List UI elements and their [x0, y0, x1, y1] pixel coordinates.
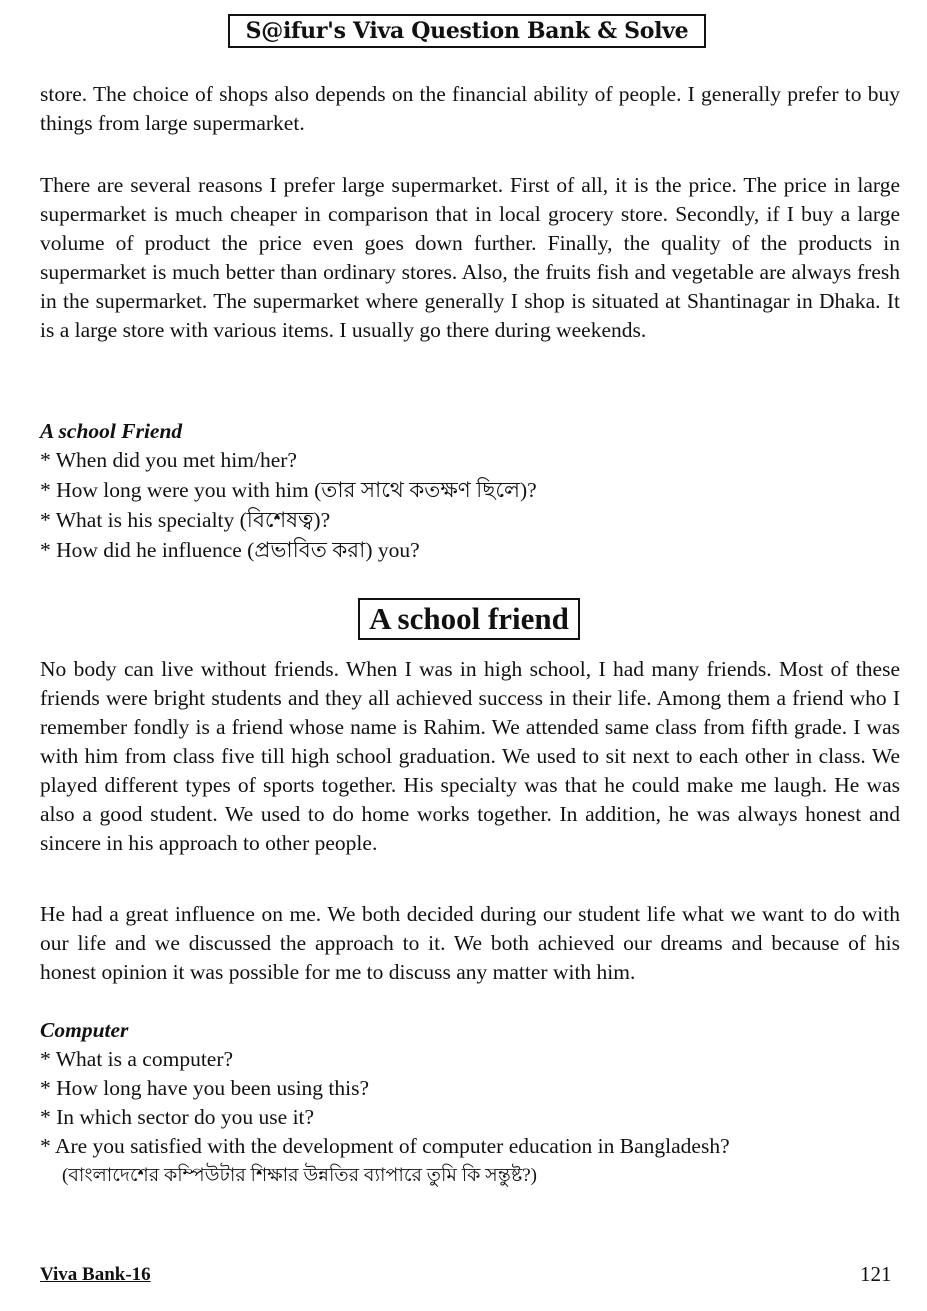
school-friend-questions — [40, 417, 900, 565]
question-item: * How did he influence (প্রভাবিত করা) you? — [40, 538, 420, 562]
page-header-title: S@ifur's Viva Question Bank & Solve — [228, 14, 706, 48]
question-item: * How long have you been using this? — [40, 1076, 370, 1100]
essay-title: A school friend — [358, 598, 580, 640]
question-item: * In which sector do you use it? — [40, 1105, 315, 1129]
computer-heading: Computer — [40, 1018, 129, 1042]
intro-paragraph-1: store. The choice of shops also depends on the financial ability of people. I generally prefer to buy things from large supermarket. — [40, 82, 900, 135]
question-item: * What is his specialty (বিশেষত্ব)? — [40, 508, 331, 532]
bangla-note: (বাংলাদেশের কম্পিউটার শিক্ষার উন্নতির ব্যাপারে তুমি কি সন্তুষ্ট?) — [62, 1165, 537, 1186]
computer-questions — [40, 1016, 900, 1191]
essay-paragraph-2: He had a great influence on me. We both decided during our student life what we want to do with our life and we discussed the approach to it. We both achieved our dreams and because of his honest opinion it was possible for me to discuss any matter with him. — [40, 902, 900, 984]
footer-book-label: Viva Bank-16 — [40, 1264, 151, 1285]
intro-paragraph-2: There are several reasons I prefer large supermarket. First of all, it is the price. The price in large supermarket is much cheaper in comparison that in local grocery store. Secondly, if I buy a large volume of product the price even goes down further. Finally, the quality of the products in supermarket is much better than ordinary stores. Also, the fruits fish and vegetable are always fresh in the supermarket. The supermarket where generally I shop is situated at Shantinagar in Dhaka. It is a large store with various items. I usually go there during weekends. — [40, 173, 900, 342]
question-item: * How long were you with him (তার সাথে কতক্ষণ ছিলে)? — [40, 478, 537, 502]
question-item: * When did you met him/her? — [40, 448, 297, 472]
school-friend-heading: A school Friend — [40, 419, 183, 443]
essay-paragraph-1: No body can live without friends. When I was in high school, I had many friends. Most of these friends were bright students and they all achieved success in their life. Among them a friend who I remember fondly is a friend whose name is Rahim. We attended same class from fifth grade. I was with him from class five till high school graduation. We used to sit next to each other in class. We played different types of sports together. His specialty was that he could make me laugh. He was also a good student. We used to do home works together. In addition, he was always honest and sincere in his approach to other people. — [40, 657, 900, 855]
question-item: * What is a computer? — [40, 1047, 234, 1071]
question-item: * Are you satisfied with the development of computer education in Bangladesh? — [40, 1134, 730, 1158]
page-number: 121 — [860, 1262, 892, 1286]
